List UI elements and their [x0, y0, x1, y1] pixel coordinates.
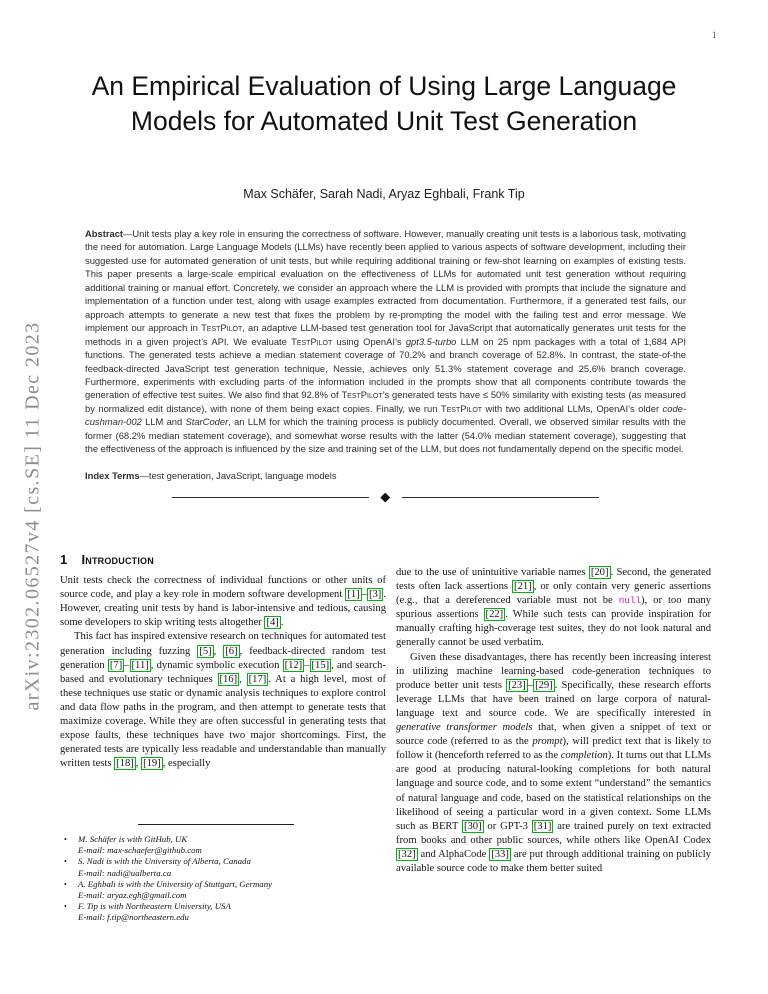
body-paragraph: [396, 651, 711, 877]
text-segment: are trained purely on text extracted from books and other public sources, while others like OpenAI Codex: [396, 820, 712, 846]
text-segment: ), or too many spurious assertions: [396, 595, 711, 621]
citation-link[interactable]: [19]: [143, 758, 161, 770]
text-segment: gpt3.5-turbo: [405, 335, 457, 347]
text-segment: ’s generated tests have ≤ 50% similarity with existing tests (as measured by normalized edit distance), with none of them being exact copies. Finally, we run: [85, 389, 686, 414]
citation-link[interactable]: [12]: [284, 659, 303, 671]
arxiv-watermark: arXiv:2302.06527v4 [cs.SE] 11 Dec 2023: [21, 321, 44, 711]
text-segment: and AlphaCode: [417, 848, 490, 860]
footnote-rule: [138, 824, 294, 825]
text-segment: . However, creating unit tests by hand is labor-intensive and tedious, causing some developers to skip writing tests altogether: [60, 589, 386, 629]
index-terms: [85, 469, 686, 482]
paper-title: An Empirical Evaluation of Using Large Language Models for Automated Unit Test Generation: [91, 71, 677, 136]
body-paragraph: [60, 574, 386, 630]
citation-link[interactable]: [16]: [219, 673, 238, 685]
page-number: 1: [712, 30, 717, 40]
text-segment: , or only contain very generic assertions (e.g., that a dereferenced variable must not be: [396, 581, 711, 607]
citation-link[interactable]: [7]: [109, 659, 123, 671]
diamond-icon: [381, 493, 390, 502]
citation-link[interactable]: [30]: [463, 820, 482, 832]
citation-link[interactable]: [17]: [248, 673, 267, 685]
text-segment: –: [304, 659, 310, 671]
text-segment: generative transformer models: [396, 722, 533, 734]
section-heading-introduction: [60, 553, 386, 567]
text-segment: , and search-based and evolutionary techniques: [60, 659, 387, 685]
citation-link[interactable]: [21]: [514, 581, 532, 593]
citation-link[interactable]: [6]: [225, 645, 238, 657]
text-segment: , an LLM for which the training process is publicly documented. Overall, we observed similar results with the former (68.2% median statement coverage), and somewhat worse results with the latter (54.0% median statement coverage), suggesting that the effectiveness of the approach is influenced by the size and training set of the LLM, but does not fundamentally depend on the specific model.: [85, 416, 686, 455]
footnote-affiliation: S. Nadi is with the University of Alberta, Canada: [78, 856, 251, 867]
text-segment: with two additional LLMs, OpenAI’s older: [482, 402, 663, 414]
text-segment: ,: [213, 645, 224, 657]
text-segment: , dynamic symbolic execution: [150, 659, 283, 671]
footnote-item: [64, 856, 386, 878]
footnote-item: [64, 901, 386, 923]
footnote-email: E-mail: max-schaefer@github.com: [78, 845, 202, 856]
text-segment: –: [527, 679, 534, 691]
abstract-paragraph: [85, 227, 686, 456]
bullet-icon: •: [64, 835, 67, 844]
separator-line-left: [172, 497, 369, 498]
citation-link[interactable]: [31]: [533, 820, 552, 832]
bullet-icon: •: [64, 902, 67, 912]
index-terms-text: —test generation, JavaScript, language models: [139, 469, 337, 481]
separator-line-right: [402, 497, 599, 498]
author-footnotes: [60, 824, 386, 924]
body-paragraph: [396, 566, 711, 651]
text-segment: This fact has inspired extensive research on techniques for automated test generation including fuzzing: [60, 631, 386, 657]
text-segment: , feedback-directed random test generation: [60, 645, 387, 671]
bullet-icon: •: [64, 857, 67, 867]
footnote-email: E-mail: nadi@ualberta.ca: [78, 867, 172, 878]
body-paragraph: [60, 630, 386, 771]
abstract-label: Abstract: [85, 228, 124, 239]
text-segment: , an adaptive LLM-based test generation tool for JavaScript that automatically generates unit tests for the methods in a given project’s API. We evaluate: [85, 322, 687, 347]
bullet-icon: •: [64, 879, 67, 889]
text-segment: using OpenAI’s: [332, 335, 406, 347]
section-separator: [85, 494, 686, 501]
text-segment: –: [124, 659, 130, 671]
text-segment: TestPilot: [341, 389, 383, 401]
text-segment: ), will predict text that is likely to follow it (henceforth referred to as the: [396, 736, 712, 762]
text-segment: , especially: [162, 758, 211, 770]
text-segment: due to the use of unintuitive variable names: [396, 567, 589, 578]
left-column: [60, 553, 386, 771]
text-segment: ,: [239, 673, 247, 685]
footnote-item: [64, 834, 386, 856]
text-segment: StarCoder: [185, 416, 229, 428]
text-segment: ). It turns out that LLMs are good at producing natural-looking completions for both natural language and source code, and to some extent “understand” the semantics of natural language and code, based on the statistical relationships on the likelihood of seeing a particular word in a given context. Some LLMs such as BERT: [396, 750, 711, 832]
text-segment: TestPilot: [440, 402, 483, 414]
text-segment: LLM on 25 npm packages with a total of 1,684 API functions. The generated tests achieve a median statement coverage of 70.2% and branch coverage of 52.8%. In contrast, the state-of-the feedback-directed JavaScript test generation technique, Nessie, achieves only 51.3% statement coverage and 25.6% branch coverage. Furthermore, experiments with excluding parts of the information included in the prompts show that all components contribute towards the generation of effective test suites. We also find that 92.8% of: [85, 335, 686, 401]
citation-link[interactable]: [29]: [535, 679, 553, 691]
abstract-section: [85, 227, 686, 501]
text-segment: —Unit tests play a key role in ensuring the correctness of software. However, manually creating unit tests is a laborious task, motivating the need for automation. Large Language Models (LLMs) have recently been applied to various aspects of software development, including their suggested use for automated generation of unit tests, but while requiring additional training or few-shot learning on examples of existing tests. This paper presents a large-scale empirical evaluation on the effectiveness of LLMs for automated unit test generation without requiring additional training or manual effort. Concretely, we consider an approach where the LLM is provided with prompts that include the signature and implementation of a function under test, along with usage examples extracted from documentation. Furthermore, if a generated test fails, our approach attempts to generate a new test that fixes the problem by re-prompting the model with the failing test and error message. We implement our approach in: [85, 228, 686, 334]
text-segment: ,: [135, 758, 142, 770]
right-column: [396, 566, 711, 876]
citation-link[interactable]: [23]: [508, 679, 526, 691]
text-segment: that, when given a snippet of text or source code (referred to as the: [396, 722, 711, 748]
footnote-list: [60, 834, 386, 924]
citation-link[interactable]: [18]: [116, 758, 134, 770]
text-segment: . At a high level, most of these techniques use static or dynamic analysis techniques to explore control and data flow paths in the program, and then attempt to generate tests that maximize coverage. While they are often successful in generating tests that expose faults, these techniques have two major shortcomings. First, the generated tests are typically less readable and understandable than manually written tests: [60, 673, 387, 770]
footnote-email: E-mail: aryaz.egh@gmail.com: [78, 890, 187, 901]
text-segment: .: [280, 617, 284, 629]
citation-link[interactable]: [32]: [398, 848, 416, 860]
text-segment: null: [618, 595, 642, 607]
footnote-item: [64, 879, 386, 901]
footnote-affiliation: F. Tip is with Northeastern University, USA: [78, 901, 231, 912]
footnote-email: E-mail: f.tip@northeastern.edu: [78, 912, 189, 923]
section-number: 1: [60, 552, 68, 567]
text-segment: Given these disadvantages, there has recently been increasing interest in utilizing machine learning-based code-generation techniques to produce better unit tests: [396, 651, 711, 691]
footnote-affiliation: A. Eghbali is with the University of Stuttgart, Germany: [78, 878, 273, 889]
citation-link[interactable]: [22]: [485, 609, 504, 621]
text-segment: code-cushman-002: [85, 402, 686, 428]
text-segment: . Second, the generated tests often lack assertions: [396, 567, 711, 593]
abstract-text: [85, 228, 686, 454]
text-segment: LLM and: [141, 416, 186, 428]
authors-line: Max Schäfer, Sarah Nadi, Aryaz Eghbali, Frank Tip: [243, 187, 525, 201]
citation-link[interactable]: [33]: [491, 848, 509, 860]
citation-link[interactable]: [11]: [131, 659, 149, 671]
text-segment: –: [361, 589, 367, 601]
footnote-affiliation: M. Schäfer is with GitHub, UK: [78, 834, 188, 844]
citation-link[interactable]: [3]: [368, 589, 382, 601]
citation-link[interactable]: [1]: [347, 589, 360, 601]
text-segment: TestPilot: [291, 335, 333, 347]
citation-link[interactable]: [5]: [199, 645, 212, 657]
text-segment: or GPT-3: [483, 820, 532, 832]
text-segment: completion: [560, 750, 608, 762]
text-segment: TestPilot: [201, 322, 243, 334]
text-segment: prompt: [532, 736, 563, 748]
text-segment: Unit tests check the correctness of individual functions or other units of source code, and play a key role in modern software development: [60, 575, 386, 601]
citation-link[interactable]: [4]: [266, 617, 279, 629]
citation-link[interactable]: [15]: [311, 659, 330, 671]
citation-link[interactable]: [20]: [590, 567, 609, 578]
section-title: Introduction: [81, 552, 154, 567]
index-terms-label: Index Terms: [85, 469, 140, 481]
text-segment: . Specifically, these research efforts leverage LLMs that have been trained on large corpora of natural-language text and source code. We are specifically interested in: [396, 679, 711, 719]
text-segment: are put through additional training on publicly available source code to make them better suited: [396, 848, 711, 874]
text-segment: . While such tests can provide inspiration for manually crafting high-coverage test suites, they do not look natural and generally cannot be used verbatim.: [396, 609, 711, 649]
